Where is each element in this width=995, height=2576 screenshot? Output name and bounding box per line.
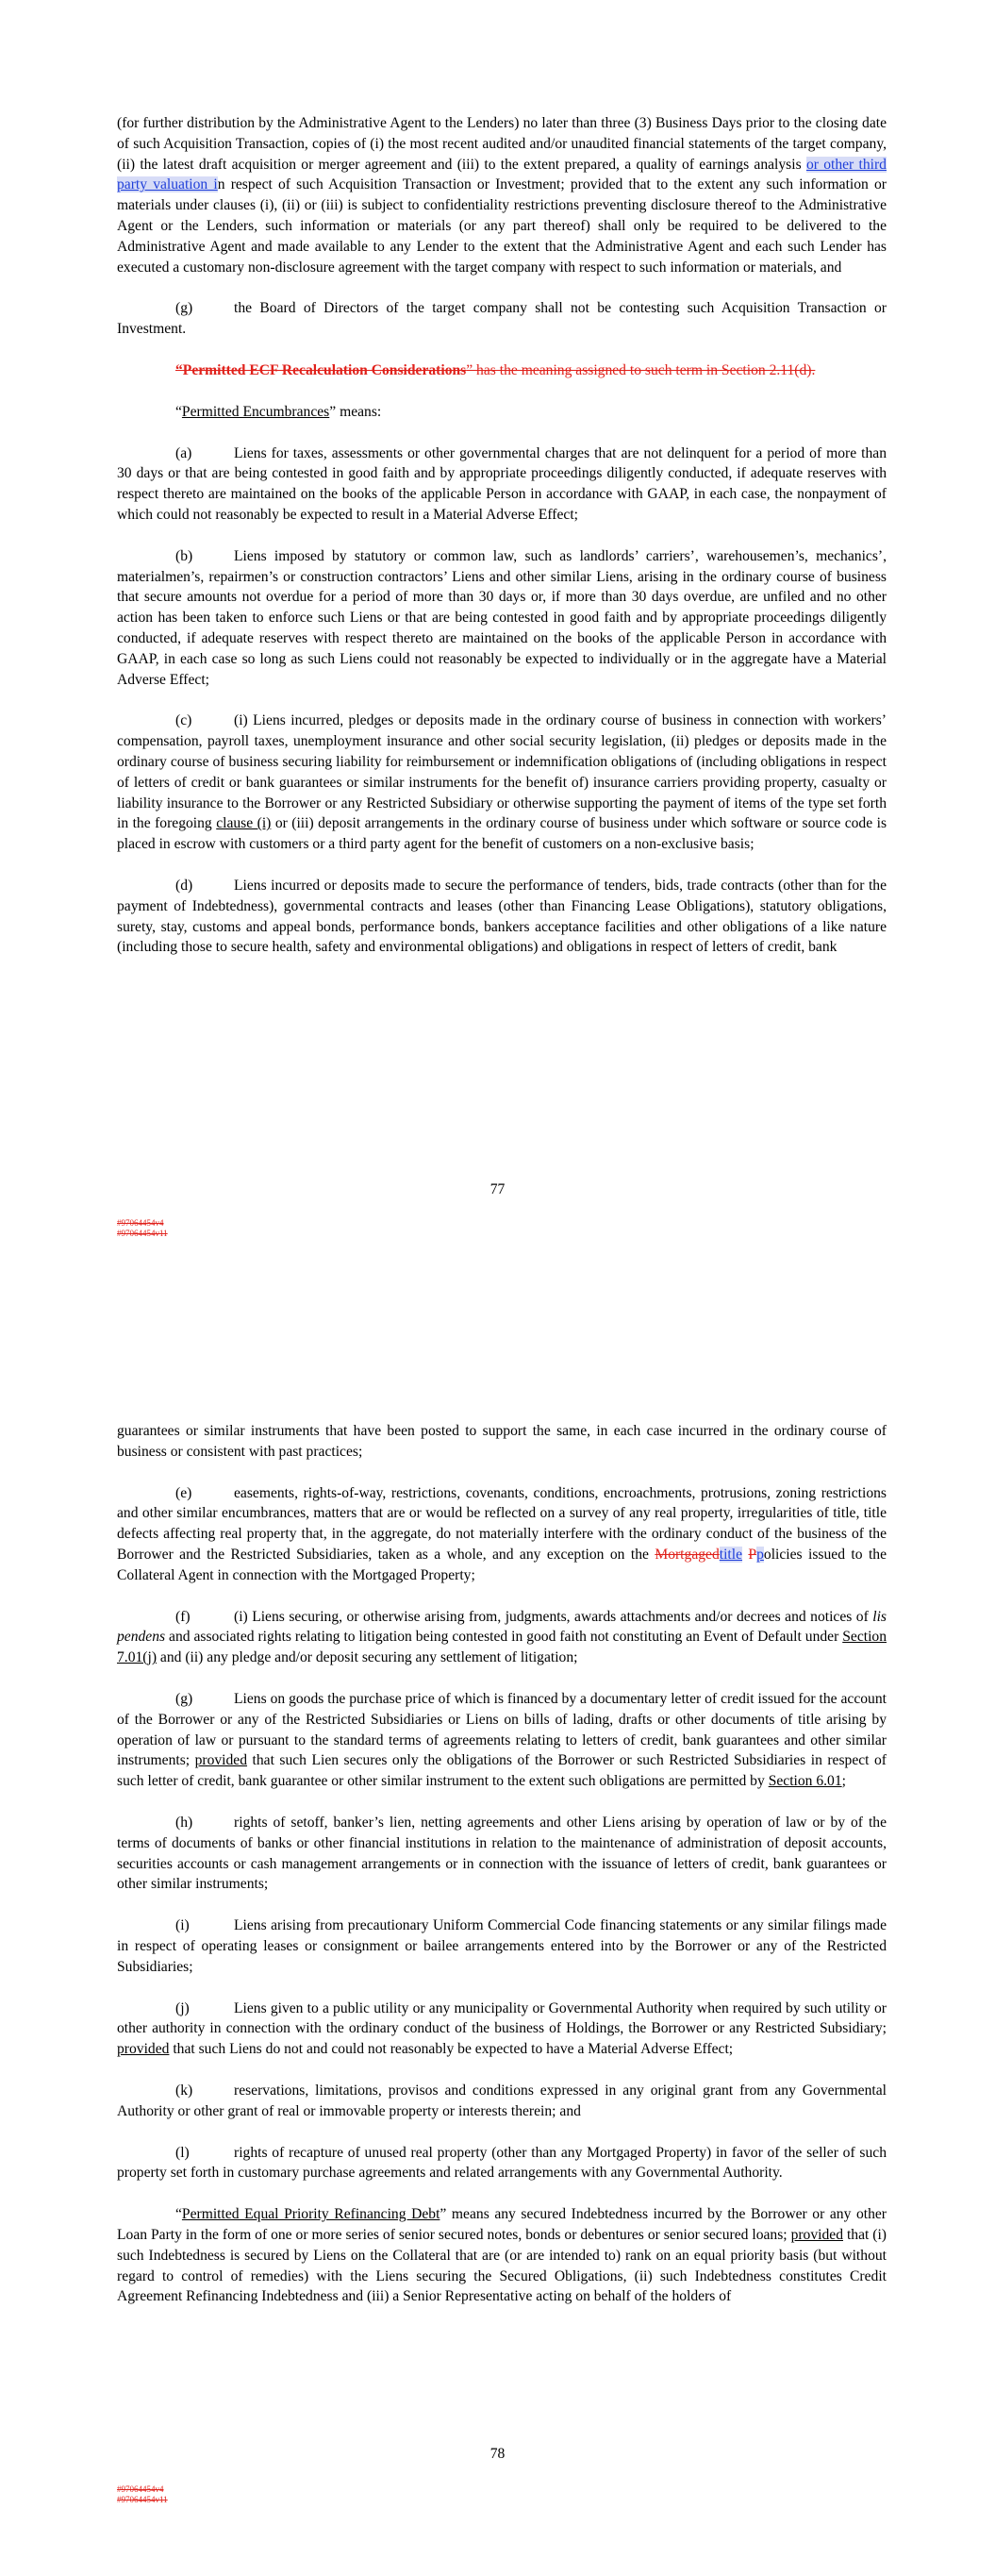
inserted-text: title xyxy=(719,1546,743,1563)
clause-g: (g) Liens on goods the purchase price of which is financed by a documentary letter of credit issued for the account of the Borrower or any of the Restricted Subsidiaries or Liens on bills of lading, drafts or other documents of title arising by operation of law or pursuant to the standard terms of agreements relating to letters of credit, bank guarantees and other similar instruments; provided that such Lien secures only the obligations of the Borrower or such Restricted Subsidiaries in respect of such letter of credit, bank guarantee or other similar instrument to the extent such obligations are permitted by Section 6.01; xyxy=(117,1690,887,1790)
deleted-definition-ecf: “Permitted ECF Recalculation Considerations” has the meaning assigned to such term in Section 2.11(d). xyxy=(175,361,816,378)
page-78-body xyxy=(117,1421,887,2328)
clause-i: (i) Liens arising from precautionary Uniform Commercial Code financing statements or any similar filings made in respect of operating leases or consignment or bailee arrangements entered into by the Borrower or any of the Restricted Subsidiaries; xyxy=(117,1917,887,1975)
cross-reference: Section 6.01 xyxy=(768,1773,842,1790)
document-page-78 xyxy=(0,1293,995,2576)
page-77-body xyxy=(117,113,887,979)
doc-id-new: #97064454v11 xyxy=(117,2495,168,2504)
clause-a: (a) Liens for taxes, assessments or other governmental charges that are not delinquent for a period of more than 30 days or that are being contested in good faith and by appropriate proceedings diligently conducted, if adequate reserves with respect thereto are maintained on the books of the applicable Person in accordance with GAAP, in each case, the nonpayment of which could not reasonably be expected to result in a Material Adverse Effect; xyxy=(117,444,887,523)
inserted-text: p xyxy=(756,1546,764,1563)
clause-l: (l) rights of recapture of unused real property (other than any Mortgaged Property) in favor of the seller of such property set forth in customary purchase agreements and related arrangements with any Governmental Authority. xyxy=(117,2144,887,2182)
clause-c: (c) (i) Liens incurred, pledges or deposits made in the ordinary course of business in connection with workers’ compensation, payroll taxes, unemployment insurance and other social security legislation, (ii) pledges or deposits made in the ordinary course of business securing liability for reimbursement or indemnification obligations of (including obligations in respect of letters of credit or bank guarantees or similar instruments for the benefit of) insurance carriers providing property, casualty or liability insurance to the Borrower or any Restricted Subsidiary or otherwise supporting the payment of items of the type set forth in the foregoing clause (i) or (iii) deposit arrangements in the ordinary course of business under which software or source code is placed in escrow with customers or a third party agent for the benefit of customers on a non-exclusive basis; xyxy=(117,712,887,853)
clause-k: (k) reservations, limitations, provisos and conditions expressed in any original grant from any Governmental Authority or other grant of real or immovable property or interests therein; and xyxy=(117,2082,887,2119)
definition-permitted-equal-priority-refinancing-debt: “Permitted Equal Priority Refinancing Debt” means any secured Indebtedness incurred by the Borrower or any other Loan Party in the form of one or more series of senior secured notes, bonds or debentures or senior secured loans; provided that (i) such Indebtedness is secured by Liens on the Collateral that are (or are intended to) rank on an equal priority basis (but without regard to control of remedies) with the Liens securing the Secured Obligations, (ii) such Indebtedness constitutes Credit Agreement Refinancing Indebtedness and (iii) a Senior Representative acting on behalf of the holders of xyxy=(117,2206,887,2305)
doc-id-new: #97064454v11 xyxy=(117,1229,168,1238)
doc-id-old: #97064454v4 xyxy=(117,1218,164,1228)
doc-id-old: #97064454v4 xyxy=(117,2484,164,2494)
page-number: 77 xyxy=(489,1181,506,1197)
definition-permitted-encumbrances: “Permitted Encumbrances” means: xyxy=(175,403,382,420)
clause-e: (e) easements, rights-of-way, restrictions, covenants, conditions, encroachments, protrusions, zoning restrictions and other similar encumbrances, matters that are or would be reflected on a survey of any real property, irregularities of title, title defects affecting real property that, in the aggregate, do not materially interfere with the ordinary conduct of the business of the Borrower and the Restricted Subsidiaries, taken as a whole, and any exception on the Mortgagedtitle Ppolicies issued to the Collateral Agent in connection with the Mortgaged Property; xyxy=(117,1484,887,1583)
inserted-text: or other third party valuation i xyxy=(117,156,887,193)
clause-g: (g) the Board of Directors of the target company shall not be contesting such Acquisition Transaction or Investment. xyxy=(117,300,887,338)
clause-b: (b) Liens imposed by statutory or common law, such as landlords’ carriers’, warehousemen’s, mechanics’, materialmen’s, repairmen’s or construction contractors’ Liens and other similar Liens, arising in the ordinary course of business that secure amounts not overdue for a period of more than 30 days or, if more than 30 days overdue, are unfiled and no other action has been taken to enforce such Liens or that are being contested in good faith and by appropriate proceedings diligently conducted, if adequate reserves with respect thereto are maintained on the books of the applicable Person in accordance with GAAP, in each case so long as such Liens could not reasonably be expected to individually or in the aggregate have a Material Adverse Effect; xyxy=(117,547,887,688)
paragraph-continuation: guarantees or similar instruments that have been posted to support the same, in each case incurred in the ordinary course of business or consistent with past practices; xyxy=(117,1423,887,1460)
paragraph-continuation: (for further distribution by the Administrative Agent to the Lenders) no later than three (3) Business Days prior to the closing date of such Acquisition Transaction, copies of (i) the most recent audited and/or unaudited financial statements of the target company, (ii) the latest draft acquisition or merger agreement and (iii) to the extent prepared, a quality of earnings analysis or other third party valuation in respect of such Acquisition Transaction or Investment; provided that to the extent any such information or materials under clauses (i), (ii) or (iii) is subject to confidentiality restrictions preventing disclosure thereof to the Administrative Agent or the Lenders, such information or materials (or any part thereof) shall only be required to be delivered to the Administrative Agent and made available to any Lender to the extent that the Administrative Agent and each such Lender has executed a customary non-disclosure agreement with the target company with respect to such information or materials, and xyxy=(117,115,887,276)
deleted-text: Mortgaged xyxy=(655,1546,720,1563)
deleted-text: P xyxy=(748,1546,757,1563)
cross-reference: Section 7.01(j) xyxy=(117,1629,887,1666)
page-number: 78 xyxy=(489,2446,506,2462)
clause-d: (d) Liens incurred or deposits made to secure the performance of tenders, bids, trade contracts (other than for the payment of Indebtedness), governmental contracts and leases (other than Financing Lease Obligations), statutory obligations, surety, stay, customs and appeal bonds, performance bonds, bankers acceptance facilities and other obligations of a like nature (including those to secure health, safety and environmental obligations) and obligations in respect of letters of credit, bank xyxy=(117,877,887,956)
clause-f: (f) (i) Liens securing, or otherwise arising from, judgments, awards attachments and/or decrees and notices of lis pendens and associated rights relating to litigation being contested in good faith not constituting an Event of Default under Section 7.01(j) and (ii) any pledge and/or deposit securing any settlement of litigation; xyxy=(117,1608,887,1666)
clause-j: (j) Liens given to a public utility or any municipality or Governmental Authority when required by such utility or other authority in connection with the ordinary conduct of the business of Holdings, the Borrower or any Restricted Subsidiary; provided that such Liens do not and could not reasonably be expected to have a Material Adverse Effect; xyxy=(117,1999,887,2058)
cross-reference: clause (i) xyxy=(216,815,272,832)
clause-h: (h) rights of setoff, banker’s lien, netting agreements and other Liens arising by operation of law or by of the terms of documents of banks or other financial institutions in relation to the maintenance of administration of deposit accounts, securities accounts or cash management arrangements or in connection with the issuance of letters of credit, bank guarantees or other similar instruments; xyxy=(117,1814,887,1893)
